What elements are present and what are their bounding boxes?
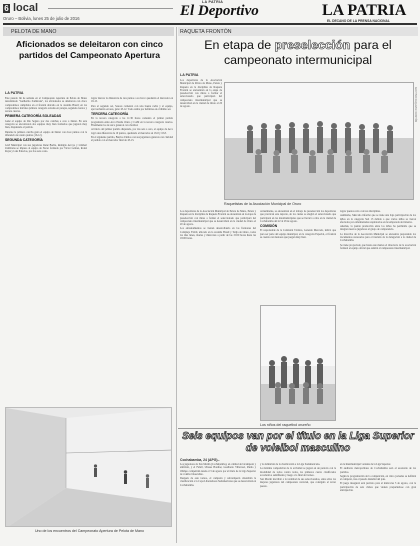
volley-byline: Cochabamba, 24 (APG).- <box>180 458 220 462</box>
left-headline: Aficionados se deleitaron con cinco partidos del Campeonato Apertura <box>15 39 164 60</box>
volley-col3-p4: El juego inaugural está previsto para el miércoles 3 de agosto, con la participación de seis clubes que vienen preparándose con gran anticipación. <box>340 482 416 493</box>
volley-col2-p3: San Martín inscribió a la totalidad de sus seleccionados, entre ellos los mejores jugadores del campeonato nacional, que consiguió el tercer puesto. <box>260 478 336 488</box>
left-subhead-3: TERCERA CATEGORÍA <box>91 112 129 117</box>
court-photo <box>5 407 172 527</box>
bottom-right-article <box>178 428 418 543</box>
right-col2-p1: Actualmente, se encuentran en el trabajo de preselección los deportistas que practican este deporte, de los cuales se elegirá el seleccionado que participará en los intermunicipales que se llevará a cabo en la ciudad de Cochabamba del 22 al 28 de agosto. <box>260 210 336 223</box>
page-number: 6 <box>4 4 9 13</box>
photo-credit: ARCHIVO RAQUETA FRONTÓN <box>414 87 417 123</box>
newspaper-logo: LA PATRIA <box>322 2 407 19</box>
left-col2-p4: Al inicio del primer partido disputado, por dos sets a cero, el equipo de Arco logró una diferencia de 10 puntos, quedando el marcador en 18-8 y 18-8. <box>91 128 173 135</box>
section-name: local <box>13 2 39 14</box>
right-subhead-comision: COMISIÓN <box>260 224 278 229</box>
right-col1-p2: Los entrenamientos se vienen desarrollando en los frontones del Complejo Fabril, ubicado en la avenida Brasil y Tarija de Oruro, todos los días lunes, martes y miércoles a partir de las 15:00 horas hasta las 18:00 horas. <box>180 227 256 241</box>
volley-col3-p1: en la Intermunicipal variante de la Liga Superior. <box>340 463 391 466</box>
date-line: Oruro – Bolivia, lunes 25 de julio de 2016 <box>3 16 80 21</box>
court-photo-caption: Uno de los encuentros del Campeonato Apertura de Pelota de Mano <box>34 529 145 533</box>
volley-col3-p3: Según la programación de la competición, en cinco jornadas se definirá al campeón, tras el pasado mundial del país. <box>340 474 416 482</box>
left-byline: LA PATRIA <box>5 91 24 95</box>
left-col1 <box>5 97 87 403</box>
left-col1-p1: Este pasado fin de semana en el Campeonato Apertura de Pelota de Mano denominado "Guillermo Zambrana", los aficionados se deleitaron con cinco compromisos cumplidos en el frontón ubicado en la avenida Brasil; en los compromisos iniciales primera categoría soladas en parejas, segunda cuartos y tercera cuartos. <box>5 97 87 114</box>
right-col2 <box>260 210 336 300</box>
left-col2-p5: En el siguiente partido, Barrios Unidos con sus jugadores ganaron con claridad el partido con el marcador final de 18-13. <box>91 135 173 143</box>
section-rule <box>48 8 173 9</box>
right-headline-prefix: En etapa de <box>204 38 275 52</box>
top-right-article <box>178 27 418 457</box>
right-side-filler: Los deportistas de la Asociación Municipal de Pelota de Mano, Paleta y Raqueta en la disciplina de Raqueta Frontón se encuentran en la etapa de preselección con miras a formar el seleccionado que participará del campeonato intermunicipal que se desarrollará en la ciudad de Oruro el 20 de agosto. <box>180 79 222 109</box>
supplement-logo: El Deportivo <box>180 3 259 19</box>
group-photo-1-caption: Raquetistas de la Asociación Municipal de Oruro <box>224 202 302 206</box>
right-col3-p2: Asimismo, Mercado informó que se tiene una baja participación de los niños en la categoría Sub 13 debido a que varios niños se vieron afectados por enfermedades respiratorias en la temporada de invierno. <box>340 214 416 224</box>
right-col3-p5: Se tiene proyectado que hasta este martes el directorio de la asociación formará el equipo oficial que asistirá al campeonato intermunicipal. <box>340 243 416 250</box>
left-col2 <box>91 97 173 403</box>
newspaper-tagline: EL DECANO DE LA PRENSA NACIONAL <box>327 19 390 23</box>
group-photo-1-image <box>225 83 414 200</box>
page-column-divider <box>176 27 177 543</box>
left-col2-p1: lograr marcar la diferencia de tres puntos a su favor quedando el marcador en 18-15. <box>91 97 173 104</box>
right-kicker: RAQUETA FRONTÓN <box>180 28 232 35</box>
right-col3 <box>340 210 416 442</box>
right-col1-p1: Los deportistas de la Asociación Municipal de Pelota de Mano, Paleta y Raqueta en la disciplina de Raqueta Frontón se encuentran en la etapa de preselección con miras a formar el seleccionado que participará del campeonato intermunicipal que se desarrollará en la ciudad de Oruro el 20 de agosto. <box>180 210 256 227</box>
right-col3-p4: La directiva de la Asociación Municipal se encuentra preparando los documentos necesarios para el traslado de la delegación a la ciudad de Cochabamba. <box>340 232 416 243</box>
left-col1-p4: GAT Municipal con sus jugadores René Bacha, Remigio Arroyo y Limbert Zambrana se impuso al equipo de Nacer formado por Victor Gómez, Ronal Rojas y Luis Palacios, por dos sets a uno. <box>5 143 87 154</box>
volley-col1-p2: Después de este torneo, el campeón y subcampeón obtendrán la clasificación a la Copa Libertadores Sudamericana que se desarrollará en Cochabamba. <box>180 477 256 487</box>
group-photo-1 <box>224 82 414 200</box>
left-article <box>3 27 174 543</box>
left-col2-p3: En la tercera categoría a las 11:30 horas comenzó el primer partido programado entre Arco Pierde Oruro y CAM en la tercera categoría cuartos. Finalmente los de Arco ganaron con claridad. <box>91 117 173 128</box>
masthead-rule <box>3 23 417 25</box>
right-headline <box>180 38 416 67</box>
volley-col2 <box>260 463 336 541</box>
left-kicker: PELOTA DE MANO <box>11 28 57 35</box>
volley-col1-p1: Los jugadores de San Martín (Cochabamba), en calidad de bicampeón y anfitrión, y el Fabril, Ulisses Bonifaz, Gualberto Villarroel, Pando y Olimpo competirán desde el 3 de agosto por el título de la Liga Superior de voleibol masculino. <box>180 463 256 476</box>
right-col3-p1: lograr puestos sólo con tres disciplinas. <box>340 210 381 213</box>
right-col1 <box>180 210 256 442</box>
left-col1-p3: Durante la primera cancha ganó el equipo de Denar con doce puntos con la diferencia de cuatro puntos (16-12). <box>5 130 87 137</box>
left-col1-p2: Gané el equipo de Rio Seguro por dos canchas a cero a Denar. En esta categoría se encontraron dos equipos muy bien formados que jugaron muy bien, disputando el partido. <box>5 119 87 130</box>
volley-rule <box>178 428 418 429</box>
volley-col2-p2: La máxima competición de la actividad se jugará en un periodo con la modalidad de todos contra todos, los primeros cuatro clasificados accederán a semifinales y luego a la final del torneo. <box>260 467 336 477</box>
left-subhead-2: SEGUNDA CATEGORÍA <box>5 138 43 143</box>
volley-col1 <box>180 463 256 541</box>
volley-col2-p1: y la definición de la clasificación a la Liga Sudamericana. <box>260 463 321 466</box>
right-side-col <box>180 79 222 209</box>
volley-col3-p2: El auditorio metropolitano de Cochabamba será el escenario de los partidos. <box>340 467 416 474</box>
group-photo-2-image <box>261 306 336 421</box>
group-photo-2-caption: Los niños del raquetbol orureño <box>260 423 311 427</box>
right-headline-suffix: para el campeonato intermunicipal <box>223 38 392 67</box>
volley-col3 <box>340 463 416 541</box>
right-byline: LA PATRIA <box>180 73 199 77</box>
right-headline-highlight: preselección <box>274 38 351 52</box>
volley-headline: Seis equipos van por el título en la Liga Superior de voleibol masculino <box>182 431 414 454</box>
right-col2-p2: El responsable de la Comisión Técnica, Gonzalo Mercado, indicó que para ser parte del equipo municipal, en la categoría Especial, el frontón se cuenta con menores que juegan muy bien. <box>260 229 336 240</box>
left-subhead-1: PRIMERA CATEGORÍA SOLEADAS <box>5 114 62 119</box>
left-col2-p2: Para el segundo set, Sauces comenzó con una buena racha y el equipo, aprovechando errores, ganó 18-12. Todo estaba por definirse en el último set. <box>91 104 173 111</box>
court-photo-image <box>6 408 172 527</box>
supplement-top: LA PATRIA <box>202 0 224 4</box>
group-photo-2 <box>260 305 336 421</box>
right-col3-p3: Además, la pasión promovida entre los niños ha permitido que se integren nuevos jugadores al grupo de competencia. <box>340 225 416 232</box>
